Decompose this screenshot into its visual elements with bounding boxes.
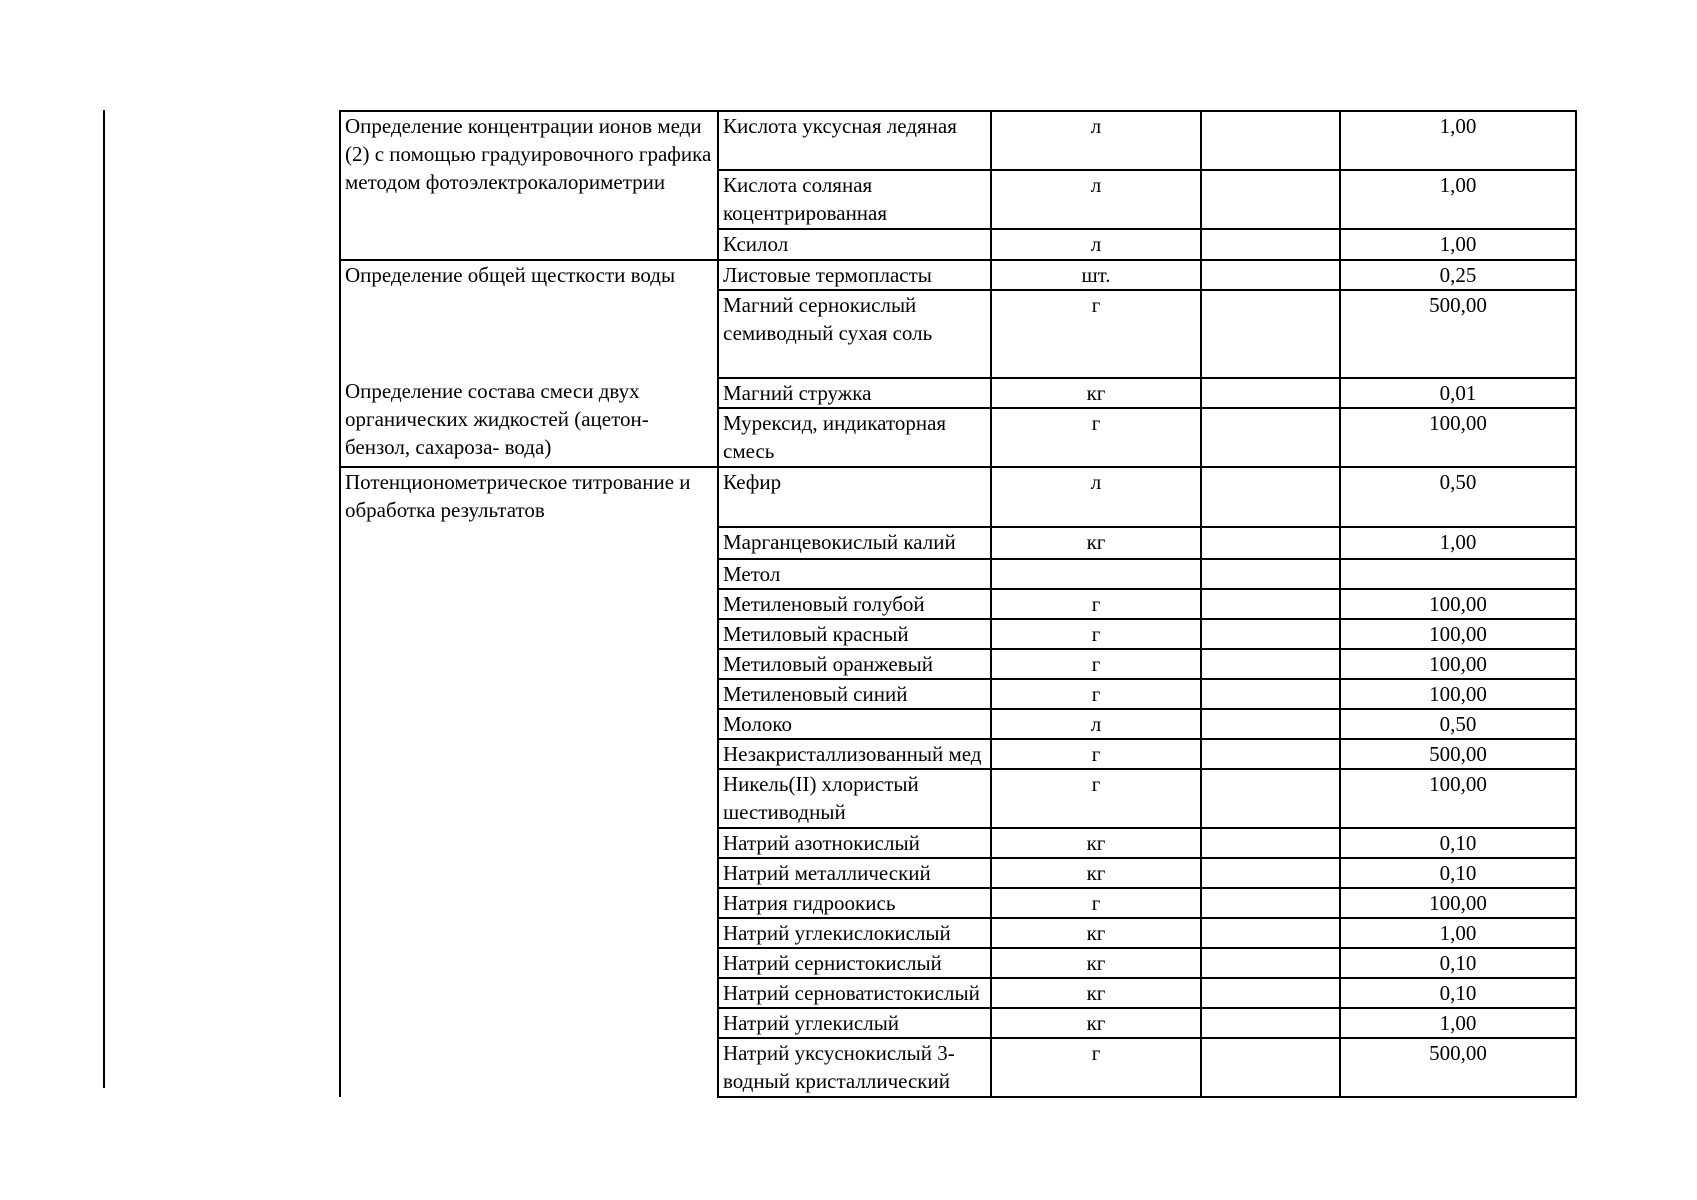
reagent-qty: 1,00 [1340,229,1576,260]
empty-cell [1201,679,1340,709]
empty-cell [1201,828,1340,858]
reagent-name: Натрий сернистокислый [718,948,991,978]
reagent-qty: 100,00 [1340,679,1576,709]
reagent-unit: г [991,290,1201,378]
reagent-unit: г [991,619,1201,649]
reagent-name: Натрий углекислокислый [718,918,991,948]
reagent-qty: 0,10 [1340,828,1576,858]
empty-cell [1201,260,1340,290]
task-text: Определение состава смеси двух органических жидкостей (ацетон-бензол, сахароза- вода) [345,379,649,459]
reagent-unit: кг [991,828,1201,858]
reagent-unit: кг [991,858,1201,888]
empty-cell [1201,559,1340,589]
reagent-unit: г [991,679,1201,709]
reagent-qty: 0,10 [1340,978,1576,1008]
reagent-qty: 100,00 [1340,649,1576,679]
reagent-qty: 1,00 [1340,527,1576,559]
empty-cell [1201,290,1340,378]
reagent-qty: 1,00 [1340,170,1576,229]
task-cell [340,467,718,1097]
reagent-qty [1340,559,1576,589]
empty-cell [1201,948,1340,978]
empty-cell [1201,467,1340,527]
task-text: Потенционометрическое титрование и обработка результатов [345,470,691,522]
empty-cell [1201,229,1340,260]
reagents-table [339,110,1577,1098]
reagent-name: Листовые термопласты [718,260,991,290]
reagent-unit: л [991,709,1201,739]
reagent-qty: 500,00 [1340,290,1576,378]
task-text: Определение концентрации ионов меди (2) с помощью градуировочного графика методом фотоэлектрокалориметрии [345,114,712,194]
reagent-name: Натрий уксуснокислый 3-водный кристаллический [718,1038,991,1097]
empty-cell [1201,888,1340,918]
reagent-unit: кг [991,378,1201,408]
reagent-qty: 100,00 [1340,769,1576,828]
reagent-qty: 1,00 [1340,918,1576,948]
reagent-qty: 500,00 [1340,739,1576,769]
reagent-name: Натрий серноватистокислый [718,978,991,1008]
reagent-name: Натрий азотнокислый [718,828,991,858]
reagent-name: Кислота уксусная ледяная [718,111,991,170]
empty-cell [1201,1038,1340,1097]
reagent-qty: 0,01 [1340,378,1576,408]
table-row [340,467,1576,527]
empty-cell [1201,918,1340,948]
reagent-name: Магний стружка [718,378,991,408]
task-cell [340,260,718,467]
reagent-unit: г [991,649,1201,679]
reagent-qty: 0,50 [1340,467,1576,527]
reagent-unit: кг [991,918,1201,948]
reagent-unit: кг [991,948,1201,978]
reagent-name: Метол [718,559,991,589]
reagent-name: Кефир [718,467,991,527]
empty-cell [1201,619,1340,649]
reagent-unit: кг [991,1008,1201,1038]
reagent-unit: л [991,467,1201,527]
reagent-unit: г [991,408,1201,467]
reagent-qty: 100,00 [1340,589,1576,619]
reagent-qty: 100,00 [1340,888,1576,918]
reagent-name: Натрия гидроокись [718,888,991,918]
reagent-qty: 100,00 [1340,619,1576,649]
reagent-unit: г [991,1038,1201,1097]
reagent-unit: кг [991,527,1201,559]
empty-cell [1201,589,1340,619]
table-row [340,111,1576,170]
reagent-unit: г [991,888,1201,918]
reagent-qty: 1,00 [1340,1008,1576,1038]
reagent-qty: 0,10 [1340,948,1576,978]
reagent-name: Метиленовый синий [718,679,991,709]
empty-cell [1201,378,1340,408]
reagent-name: Марганцевокислый калий [718,527,991,559]
reagent-unit: г [991,769,1201,828]
table-row [340,260,1576,290]
reagent-unit [991,559,1201,589]
reagent-unit: кг [991,978,1201,1008]
reagent-unit: шт. [991,260,1201,290]
reagent-name: Никель(II) хлористый шестиводный [718,769,991,828]
empty-cell [1201,527,1340,559]
empty-cell [1201,1008,1340,1038]
reagent-qty: 0,25 [1340,260,1576,290]
empty-cell [1201,111,1340,170]
empty-cell [1201,858,1340,888]
reagent-name: Метиловый оранжевый [718,649,991,679]
reagent-name: Натрий углекислый [718,1008,991,1038]
reagent-name: Метиленовый голубой [718,589,991,619]
empty-cell [1201,408,1340,467]
reagent-name: Метиловый красный [718,619,991,649]
task-text: Определение общей щесткости воды [345,263,676,287]
reagent-unit: л [991,170,1201,229]
reagent-unit: л [991,111,1201,170]
reagent-name: Ксилол [718,229,991,260]
reagent-name: Незакристаллизованный мед [718,739,991,769]
reagent-name: Натрий металлический [718,858,991,888]
reagent-unit: л [991,229,1201,260]
reagent-qty: 500,00 [1340,1038,1576,1097]
empty-cell [1201,649,1340,679]
reagent-qty: 0,50 [1340,709,1576,739]
reagent-qty: 0,10 [1340,858,1576,888]
empty-cell [1201,170,1340,229]
empty-cell [1201,709,1340,739]
reagent-qty: 100,00 [1340,408,1576,467]
reagent-name: Молоко [718,709,991,739]
empty-cell [1201,978,1340,1008]
empty-cell [1201,739,1340,769]
reagent-name: Кислота соляная коцентрированная [718,170,991,229]
left-margin-rule [103,110,105,1088]
reagent-unit: г [991,589,1201,619]
empty-cell [1201,769,1340,828]
reagent-unit: г [991,739,1201,769]
reagent-name: Мурексид, индикаторная смесь [718,408,991,467]
reagent-name: Магний сернокислый семиводный сухая соль [718,290,991,378]
reagent-qty: 1,00 [1340,111,1576,170]
task-cell [340,111,718,260]
